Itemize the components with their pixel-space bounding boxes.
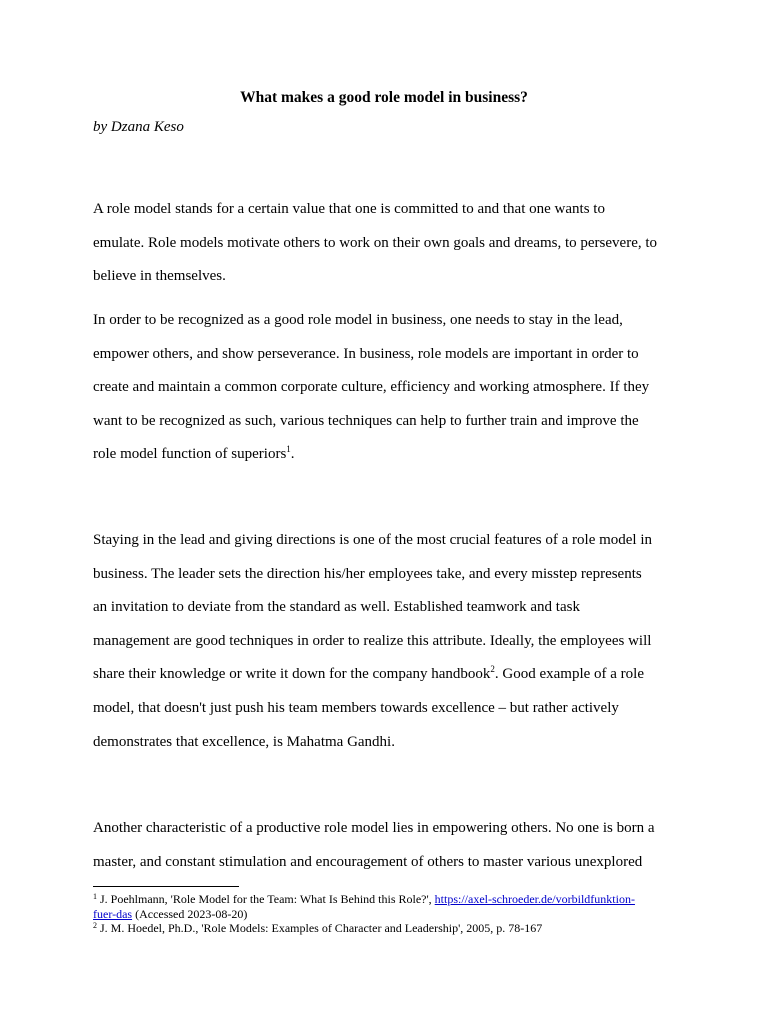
paragraph-line: an invitation to deviate from the standard as well. Established teamwork and task [93,599,580,616]
paragraph-line: create and maintain a common corporate culture, efficiency and working atmosphere. If they [93,379,650,396]
paragraph-line [93,658,683,692]
paragraph-line: model, that doesn't just push his team members towards excellence – but rather actively [93,699,619,716]
paragraph-line: In order to be recognized as a good role model in business, one needs to stay in the lead, [93,312,623,328]
footnote-separator [93,886,239,887]
paragraph-line: believe in themselves. [93,268,226,285]
footnote-text: J. Poehlmann, 'Role Model for the Team: What Is Behind this Role?', [97,892,435,906]
paragraph-line: want to be recognized as such, various techniques can help to further train and improve the [93,412,639,429]
footnotes [93,892,683,936]
paragraph-line: demonstrates that excellence, is Mahatma Gandhi. [93,733,395,750]
line-text: . Good example of a role [494,666,645,683]
footnote-ref-2[interactable]: 2 [490,664,495,675]
paragraph-line: master, and constant stimulation and encouragement of others to master various unexplored [93,853,643,870]
footnote-marker: 2 [93,921,97,930]
paragraph-4 [93,812,683,879]
paragraph-line: Staying in the lead and giving directions is one of the most crucial features of a role model in [93,532,653,548]
footnote-link-continued[interactable]: fuer-das [93,906,133,921]
footnote-text: J. M. Hoedel, Ph.D., 'Role Models: Examples of Character and Leadership', 2005, p. 78-167 [97,921,543,935]
paragraph-line [93,438,683,472]
line-text: role model function of superiors [93,446,287,463]
footnote-link[interactable]: https://axel-schroeder.de/vorbildfunktion- [434,892,635,906]
line-text: . [290,446,295,463]
paragraph-1 [93,193,683,294]
footnote-text: (Accessed 2023-08-20) [132,906,248,921]
paragraph-line: business. The leader sets the direction his/her employees take, and every misstep represents [93,565,642,582]
footnote-2 [93,921,683,936]
paragraph-line: management are good techniques in order to realize this attribute. Ideally, the employees will [93,632,652,649]
paragraph-line: emulate. Role models motivate others to work on their own goals and dreams, to persevere, to [93,234,658,251]
footnote-ref-1[interactable]: 1 [286,444,291,455]
author-byline: by Dzana Keso [93,119,184,135]
paragraph-line: Another characteristic of a productive role model lies in empowering others. No one is born a [93,820,655,836]
paragraph-2 [93,304,683,472]
footnote-1 [93,892,683,907]
footnote-1-continued [93,907,683,922]
paragraph-line: empower others, and show perseverance. In business, role models are important in order to [93,345,639,362]
paragraph-line: A role model stands for a certain value that one is committed to and that one wants to [93,201,605,217]
footnote-marker: 1 [93,892,97,901]
line-text: share their knowledge or write it down for the company handbook [93,666,491,683]
paragraph-3 [93,524,683,759]
document-title: What makes a good role model in business? [240,89,528,106]
